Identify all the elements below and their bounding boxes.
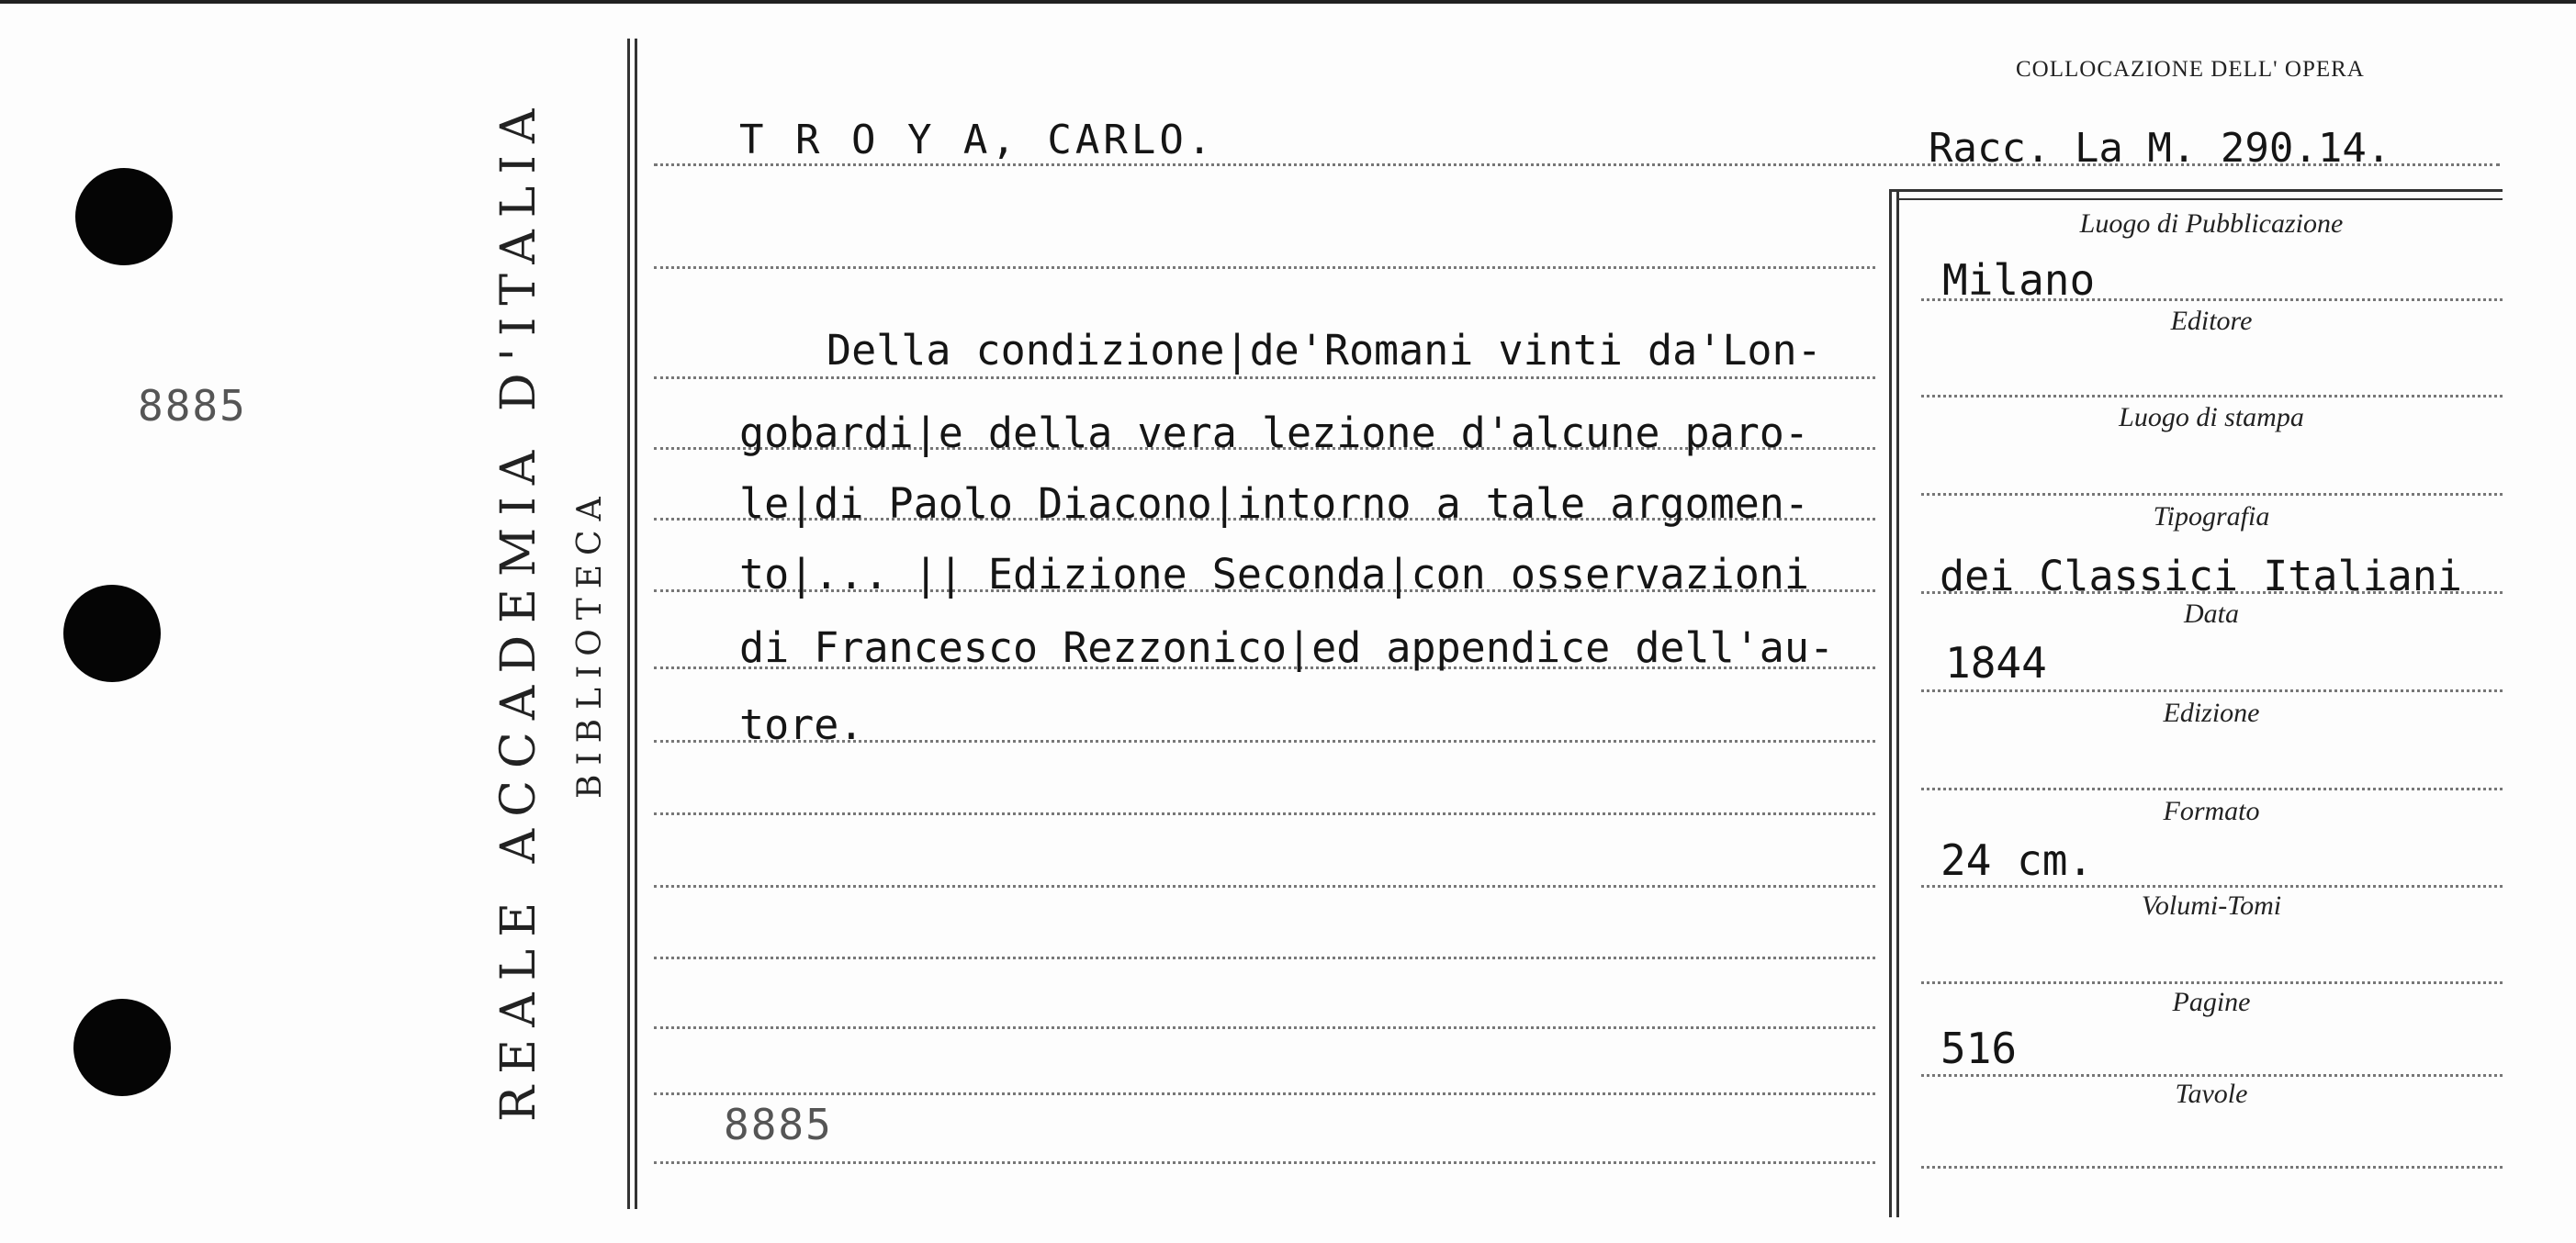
field-label-luogo-pubblicazione: Luogo di Pubblicazione bbox=[2079, 208, 2344, 239]
field-dotted-line bbox=[1921, 591, 2503, 594]
field-value-pagine: 516 bbox=[1940, 1024, 2018, 1073]
title-line-4: to|... || Edizione Seconda|con osservazioni bbox=[739, 550, 1809, 599]
field-dotted-line bbox=[1921, 395, 2503, 398]
field-dotted-line bbox=[1921, 298, 2503, 301]
fields-top-rule-a bbox=[1889, 189, 2503, 192]
title-line-6: tore. bbox=[739, 700, 864, 749]
field-label-pagine: Pagine bbox=[2172, 987, 2251, 1017]
fields-top-rule-b bbox=[1896, 198, 2503, 200]
author-heading: T R O Y A, CARLO. bbox=[739, 117, 1216, 163]
department-name: BIBLIOTECA bbox=[571, 487, 609, 799]
left-double-rule-b bbox=[635, 39, 637, 1209]
body-dotted-line bbox=[654, 1092, 1875, 1095]
field-value-formato: 24 cm. bbox=[1940, 835, 2094, 885]
field-dotted-line bbox=[1921, 689, 2503, 692]
body-dotted-line bbox=[654, 376, 1875, 379]
field-value-data: 1844 bbox=[1945, 638, 2047, 688]
shelf-mark: Racc. La M. 290.14. bbox=[1929, 125, 2391, 172]
body-dotted-line bbox=[654, 812, 1875, 815]
institution-name: REALE ACCADEMIA D'ITALIA bbox=[491, 96, 546, 1122]
left-double-rule-a bbox=[627, 39, 630, 1209]
field-dotted-line bbox=[1921, 1166, 2503, 1169]
punch-hole-middle bbox=[63, 585, 161, 682]
field-label-tavole: Tavole bbox=[2175, 1079, 2248, 1109]
title-line-2: gobardi|e della vera lezione d'alcune paro- bbox=[739, 409, 1809, 457]
field-label-editore: Editore bbox=[2170, 306, 2253, 336]
header-dotted-line bbox=[654, 163, 2500, 166]
field-label-formato: Formato bbox=[2163, 796, 2260, 826]
punch-hole-top bbox=[75, 168, 173, 265]
field-label-edizione: Edizione bbox=[2163, 698, 2260, 728]
bottom-inventory-number: 8885 bbox=[724, 1100, 833, 1149]
body-dotted-line bbox=[654, 1161, 1875, 1164]
right-double-rule-a bbox=[1889, 189, 1892, 1217]
punch-hole-bottom bbox=[73, 999, 171, 1096]
side-inventory-number: 8885 bbox=[138, 381, 247, 431]
field-dotted-line bbox=[1921, 493, 2503, 496]
field-dotted-line bbox=[1921, 788, 2503, 790]
title-line-1: Della condizione|de'Romani vinti da'Lon- bbox=[827, 326, 1822, 375]
field-label-luogo-stampa: Luogo di stampa bbox=[2119, 402, 2304, 432]
card-top-edge bbox=[0, 0, 2576, 4]
body-dotted-line bbox=[654, 957, 1875, 959]
body-dotted-line bbox=[654, 885, 1875, 888]
field-label-tipografia: Tipografia bbox=[2153, 501, 2270, 532]
field-dotted-line bbox=[1921, 981, 2503, 984]
title-line-5: di Francesco Rezzonico|ed appendice dell'au- bbox=[739, 623, 1835, 672]
field-dotted-line bbox=[1921, 1074, 2503, 1077]
field-value-tipografia: dei Classici Italiani bbox=[1940, 552, 2462, 600]
field-value-luogo-pubblicazione: Milano bbox=[1942, 255, 2096, 305]
right-double-rule-b bbox=[1896, 189, 1899, 1217]
body-dotted-line bbox=[654, 266, 1875, 269]
collocazione-label: COLLOCAZIONE DELL' OPERA bbox=[2016, 57, 2365, 82]
field-dotted-line bbox=[1921, 885, 2503, 888]
field-label-volumi-tomi: Volumi-Tomi bbox=[2141, 890, 2282, 921]
field-label-data: Data bbox=[2184, 599, 2239, 629]
title-line-3: le|di Paolo Diacono|intorno a tale argomen- bbox=[739, 479, 1809, 528]
body-dotted-line bbox=[654, 1026, 1875, 1029]
